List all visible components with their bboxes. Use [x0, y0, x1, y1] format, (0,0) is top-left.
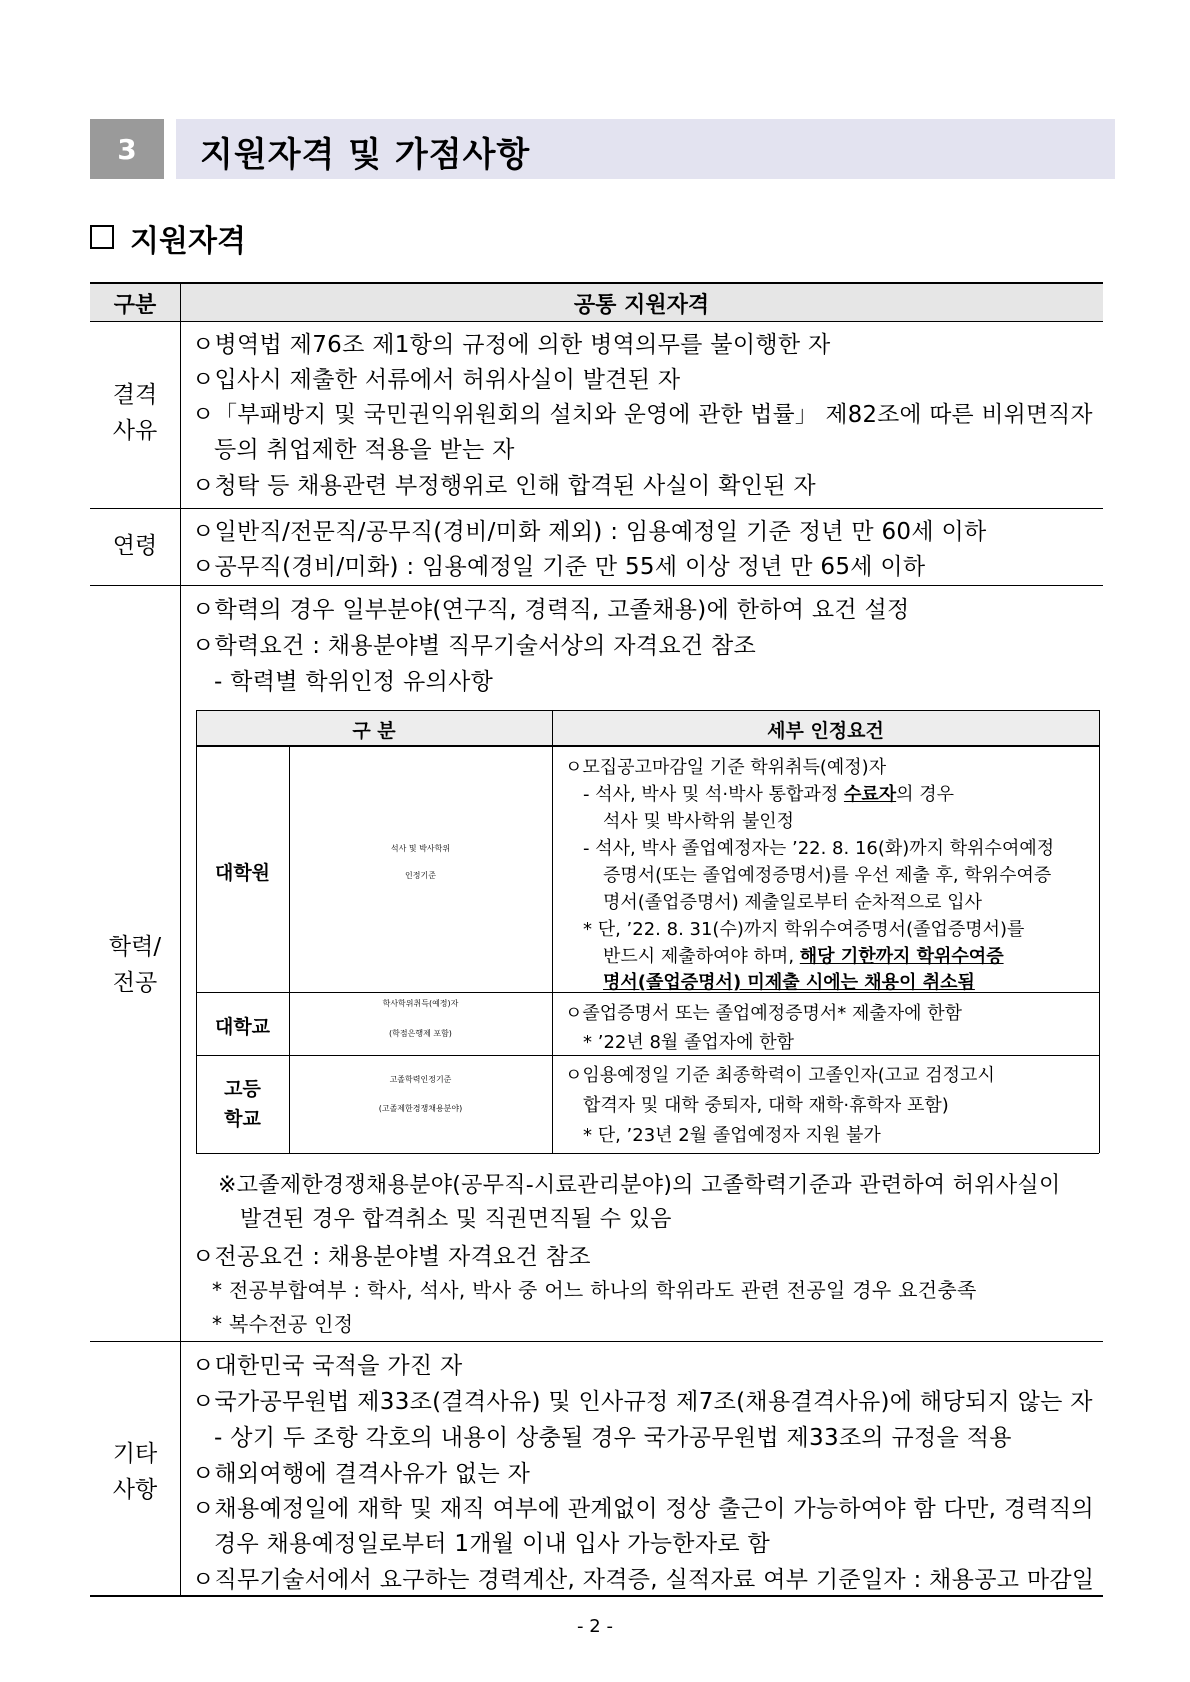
list-item: ㅇ청탁 등 채용관련 부정행위로 인해 합격된 사실이 확인된 자	[192, 473, 816, 499]
inner-criteria: 학사학위취득(예정)자	[382, 999, 459, 1008]
row-label-disqualification: 결격	[112, 382, 158, 408]
row-divider	[90, 1341, 1103, 1342]
table-column-divider	[180, 282, 181, 1596]
row-label-education: 학력/	[108, 934, 162, 960]
row-label-education-2: 전공	[112, 970, 158, 996]
inner-detail-line: ㅇ임용예정일 기준 최종학력이 고졸인자(고교 검정고시	[565, 1065, 995, 1086]
list-item: ㅇ국가공무원법 제33조(결격사유) 및 인사규정 제7조(채용결격사유)에 해당되지 않는 자	[192, 1389, 1093, 1415]
table-header-divider	[90, 321, 1103, 322]
row-label-other-2: 사항	[112, 1477, 158, 1503]
inner-detail-line: * 단, ’23년 2월 졸업예정자 지원 불가	[583, 1125, 881, 1146]
inner-detail-line: 반드시 제출하여야 하며, 해당 기한까지 학위수여증	[603, 946, 1004, 967]
list-item: - 학력별 학위인정 유의사항	[214, 669, 494, 695]
list-item: - 상기 두 조항 각호의 내용이 상충될 경우 국가공무원법 제33조의 규정을 적용	[214, 1425, 1012, 1451]
inner-label-university: 대학교	[214, 1016, 271, 1038]
inner-detail-line: 명서(졸업증명서) 제출일로부터 순차적으로 입사	[603, 892, 982, 913]
inner-table-header-divider	[196, 745, 1099, 747]
list-item: ㅇ전공요건 : 채용분야별 자격요건 참조	[192, 1244, 591, 1270]
inner-detail-line: ㅇ졸업증명서 또는 졸업예정증명서* 제출자에 한함	[565, 1003, 963, 1024]
inner-label-high-school-2: 학교	[224, 1108, 261, 1130]
inner-detail-line: 합격자 및 대학 중퇴자, 대학 재학·휴학자 포함)	[583, 1095, 949, 1116]
list-item: ㅇ학력요건 : 채용분야별 직무기술서상의 자격요건 참조	[192, 633, 757, 659]
row-divider	[90, 508, 1103, 509]
list-item: ㅇ병역법 제76조 제1항의 규정에 의한 병역의무를 불이행한 자	[192, 332, 831, 358]
list-item: ㅇ대한민국 국적을 가진 자	[192, 1353, 463, 1379]
footnote-line: * 전공부합여부 : 학사, 석사, 박사 중 어느 하나의 학위라도 관련 전공일 경우 요건충족	[212, 1278, 977, 1302]
inner-header-detail: 세부 인정요건	[767, 720, 884, 742]
inner-criteria: 인정기준	[405, 871, 436, 880]
inner-detail-line: * 단, ’22. 8. 31(수)까지 학위수여증명서(졸업증명서)를	[583, 919, 1025, 940]
inner-detail-line: 명서(졸업증명서) 미제출 시에는 채용이 취소됨	[603, 972, 975, 993]
table-top-border	[90, 282, 1103, 284]
row-label-other: 기타	[112, 1441, 158, 1467]
inner-detail-line: * ’22년 8월 졸업자에 한함	[583, 1032, 795, 1053]
inner-label-grad-school: 대학원	[214, 862, 271, 884]
list-item: ㅇ학력의 경우 일부분야(연구직, 경력직, 고졸채용)에 한하여 요건 설정	[192, 597, 910, 623]
inner-detail-line: ㅇ모집공고마감일 기준 학위취득(예정)자	[565, 757, 887, 778]
inner-detail-line: 증명서(또는 졸업예정증명서)를 우선 제출 후, 학위수여증	[603, 865, 1052, 886]
section-title: 지원자격 및 가점사항	[200, 135, 531, 175]
list-item: ㅇ채용예정일에 재학 및 재직 여부에 관계없이 정상 출근이 가능하여야 함 다만, 경력직의	[192, 1496, 1094, 1522]
page-number: - 2 -	[577, 1616, 613, 1637]
list-item: 등의 취업제한 적용을 받는 자	[214, 437, 515, 463]
list-item: ㅇ「부패방지 및 국민권익위원회의 설치와 운영에 관한 법률」 제82조에 따른 비위면직자	[192, 402, 1093, 428]
inner-criteria: 석사 및 박사학위	[390, 844, 451, 853]
column-header-content: 공통 지원자격	[573, 293, 710, 318]
row-divider	[90, 585, 1103, 586]
inner-detail-line: - 석사, 박사 및 석·박사 통합과정 수료자의 경우	[583, 784, 954, 805]
list-item: ㅇ직무기술서에서 요구하는 경력계산, 자격증, 실적자료 여부 기준일자 : 채용공고 마감일	[192, 1567, 1095, 1593]
row-label-disqualification-2: 사유	[112, 418, 158, 444]
checkbox-square-icon	[90, 225, 114, 249]
inner-detail-line: 석사 및 박사학위 불인정	[603, 811, 795, 832]
inner-detail-line: - 석사, 박사 졸업예정자는 ’22. 8. 16(화)까지 학위수여예정	[583, 838, 1055, 859]
footnote-line: * 복수전공 인정	[212, 1312, 354, 1336]
inner-criteria: (고졸제한경쟁채용분야)	[378, 1104, 463, 1113]
inner-label-high-school: 고등	[224, 1078, 261, 1100]
table-bottom-border	[90, 1595, 1103, 1597]
inner-table-right	[1099, 710, 1100, 1153]
list-item: ㅇ일반직/전문직/공무직(경비/미화 제외) : 임용예정일 기준 정년 만 60세 이하	[192, 519, 987, 545]
inner-header-category: 구 분	[352, 720, 396, 742]
list-item: 경우 채용예정일로부터 1개월 이내 입사 가능한자로 함	[214, 1531, 770, 1557]
subheading: 지원자격	[130, 224, 246, 259]
row-label-age: 연령	[112, 533, 158, 559]
inner-table-top	[196, 710, 1099, 711]
list-item: ㅇ입사시 제출한 서류에서 허위사실이 발견된 자	[192, 367, 681, 393]
column-header-category: 구분	[113, 293, 157, 318]
inner-row-divider	[196, 1055, 1099, 1056]
list-item: ㅇ공무직(경비/미화) : 임용예정일 기준 만 55세 이상 정년 만 65세 이하	[192, 554, 926, 580]
list-item: ㅇ해외여행에 결격사유가 없는 자	[192, 1461, 531, 1487]
inner-criteria: 고졸학력인정기준	[389, 1075, 452, 1084]
section-number: 3	[90, 119, 164, 179]
inner-criteria: (학점은행제 포함)	[389, 1029, 452, 1038]
notice-line: ※고졸제한경쟁채용분야(공무직-시료관리분야)의 고졸학력기준과 관련하여 허위사실이	[218, 1173, 1061, 1198]
notice-line: 발견된 경우 합격취소 및 직권면직될 수 있음	[240, 1207, 672, 1232]
inner-col-divider	[289, 746, 290, 1153]
inner-table-bottom	[196, 1153, 1099, 1154]
inner-col-divider	[552, 710, 553, 1153]
